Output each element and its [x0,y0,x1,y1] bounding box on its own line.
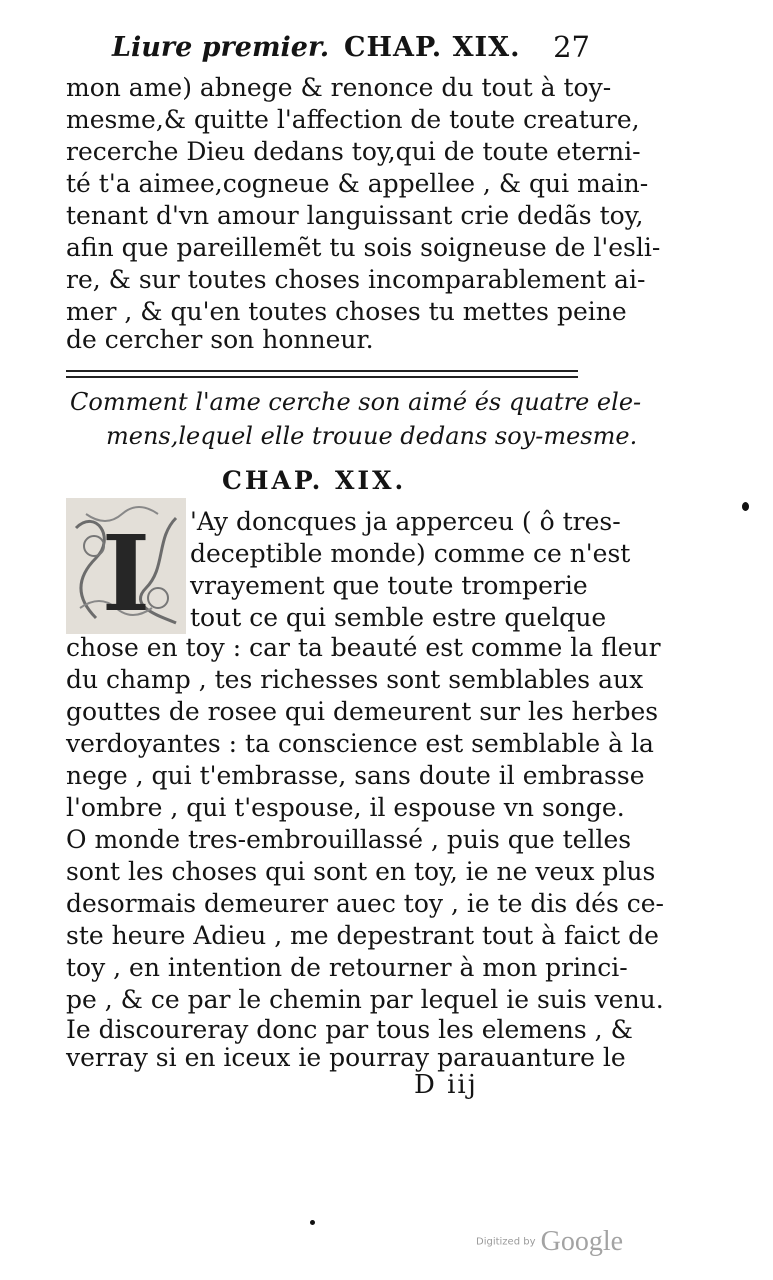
text-line: sont les choses qui sont en toy, ie ne veux plus [66,857,656,886]
drop-cap-initial [66,498,186,634]
watermark-brand: Google [540,1226,624,1257]
divider-rule [66,376,578,378]
ink-speck [310,1220,315,1225]
text-line: mon ame) abnege & renonce du tout à toy- [66,73,612,102]
text-line: té t'a aimee,cogneue & appellee , & qui main- [66,169,649,198]
text-line: du champ , tes richesses sont semblables aux [66,665,644,694]
text-line: l'ombre , qui t'espouse, il espouse vn songe. [66,793,625,822]
text-line: vrayement que toute tromperie [190,571,588,600]
svg-text:I: I [101,512,151,634]
text-line: 'Ay doncques ja apperceu ( ô tres- [190,507,621,536]
ornament-icon [66,498,186,634]
text-line: verray si en iceux ie pourray parauanture le [66,1043,626,1072]
text-line: recerche Dieu dedans toy,qui de toute eterni- [66,137,641,166]
text-line: ste heure Adieu , me depestrant tout à faict de [66,921,659,950]
text-line: afin que pareillemẽt tu sois soigneuse de l'esli- [66,233,661,262]
text-line: mesme,& quitte l'affection de toute creature, [66,105,640,134]
text-line: tout ce qui semble estre quelque [190,603,607,632]
chapter-title-line: Comment l'ame cerche son aimé és quatre ele- [70,388,642,416]
text-line: tenant d'vn amour languissant crie dedãs toy, [66,201,644,230]
chapter-heading: CHAP. XIX. [222,466,407,495]
running-title: Liure premier. [112,32,330,63]
divider-rule [66,370,578,372]
text-line: O monde tres-embrouillassé , puis que telles [66,825,632,854]
signature-mark: D iij [414,1070,478,1100]
text-line: nege , qui t'embrasse, sans doute il embrasse [66,761,645,790]
ink-speck [742,502,749,511]
text-line: Ie discoureray donc par tous les elemens , & [66,1015,633,1044]
text-line: mer , & qu'en toutes choses tu mettes peine [66,297,627,326]
text-line: toy , en intention de retourner à mon princi- [66,953,628,982]
chapter-title-line: mens,lequel elle trouue dedans soy-mesme. [106,422,638,450]
page-header [112,30,592,74]
text-line: pe , & ce par le chemin par lequel ie suis venu. [66,985,664,1014]
text-line: desormais demeurer auec toy , ie te dis dés ce- [66,889,664,918]
watermark-prefix: Digitized by [476,1236,536,1248]
header-chapter: CHAP. XIX. [344,32,521,63]
digitized-watermark [476,1226,623,1258]
text-line: verdoyantes : ta conscience est semblable à la [66,729,654,758]
text-line: de cercher son honneur. [66,325,374,354]
text-line: chose en toy : car ta beauté est comme la fleur [66,633,661,662]
text-line: deceptible monde) comme ce n'est [190,539,631,568]
page-number: 27 [553,30,590,64]
text-line: re, & sur toutes choses incomparablement ai- [66,265,646,294]
text-line: gouttes de rosee qui demeurent sur les herbes [66,697,659,726]
